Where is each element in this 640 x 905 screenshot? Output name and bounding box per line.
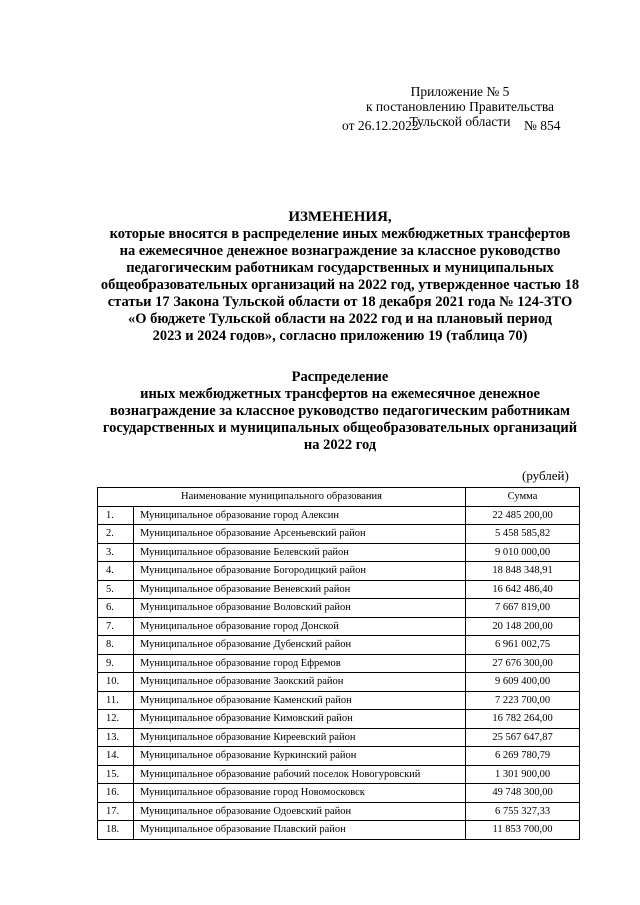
heading-line: статьи 17 Закона Тульской области от 18 декабря 2021 года № 124-ЗТО <box>107 294 573 310</box>
row-number: 16. <box>98 784 134 803</box>
table-row <box>98 525 580 544</box>
document-heading <box>60 209 620 345</box>
header-sum: Сумма <box>466 488 580 507</box>
heading-line: «О бюджете Тульской области на 2022 год и на плановый период <box>127 311 553 327</box>
municipality-name: Муниципальное образование Куркинский район <box>134 747 466 766</box>
distribution-table <box>97 487 580 840</box>
subheading-line: иных межбюджетных трансфертов на ежемесячное денежное <box>140 386 540 402</box>
row-number: 5. <box>98 580 134 599</box>
table-row <box>98 599 580 618</box>
table-row <box>98 673 580 692</box>
table-row <box>98 691 580 710</box>
table-row <box>98 765 580 784</box>
table-row <box>98 654 580 673</box>
appendix-line: Тульской области <box>409 114 511 129</box>
row-number: 9. <box>98 654 134 673</box>
municipality-name: Муниципальное образование город Донской <box>134 617 466 636</box>
table-row <box>98 580 580 599</box>
amount: 16 642 486,40 <box>466 580 580 599</box>
heading-line: 2023 и 2024 годов», согласно приложению 19 (таблица 70) <box>152 328 528 344</box>
subheading-line: вознаграждение за классное руководство педагогическим работникам <box>109 403 571 419</box>
municipality-name: Муниципальное образование город Алексин <box>134 506 466 525</box>
municipality-name: Муниципальное образование Заокский район <box>134 673 466 692</box>
amount: 25 567 647,87 <box>466 728 580 747</box>
row-number: 10. <box>98 673 134 692</box>
row-number: 13. <box>98 728 134 747</box>
row-number: 4. <box>98 562 134 581</box>
row-number: 17. <box>98 802 134 821</box>
heading-line: педагогическим работникам государственных и муниципальных <box>126 260 554 276</box>
amount: 6 755 327,33 <box>466 802 580 821</box>
amount: 20 148 200,00 <box>466 617 580 636</box>
subheading-line: Распределение <box>291 369 389 385</box>
row-number: 7. <box>98 617 134 636</box>
row-number: 12. <box>98 710 134 729</box>
amount: 7 223 700,00 <box>466 691 580 710</box>
appendix-line: Приложение № 5 <box>410 84 510 99</box>
municipality-name: Муниципальное образование город Новомосковск <box>134 784 466 803</box>
currency-unit: (рублей) <box>522 468 569 483</box>
amount: 9 010 000,00 <box>466 543 580 562</box>
municipality-name: Муниципальное образование Одоевский район <box>134 802 466 821</box>
subheading-line: на 2022 год <box>303 437 377 453</box>
appendix-line: к постановлению Правительства <box>365 99 555 114</box>
table-header-row <box>98 488 580 507</box>
amount: 27 676 300,00 <box>466 654 580 673</box>
table-row <box>98 562 580 581</box>
municipality-name: Муниципальное образование город Ефремов <box>134 654 466 673</box>
row-number: 2. <box>98 525 134 544</box>
municipality-name: Муниципальное образование Богородицкий район <box>134 562 466 581</box>
row-number: 15. <box>98 765 134 784</box>
amount: 22 485 200,00 <box>466 506 580 525</box>
table-row <box>98 636 580 655</box>
municipality-name: Муниципальное образование Арсеньевский район <box>134 525 466 544</box>
amount: 11 853 700,00 <box>466 821 580 840</box>
table-row <box>98 543 580 562</box>
heading-line: на ежемесячное денежное вознаграждение за классное руководство <box>119 243 561 259</box>
table-row <box>98 784 580 803</box>
table-row <box>98 821 580 840</box>
municipality-name: Муниципальное образование Белевский район <box>134 543 466 562</box>
decree-number: № 854 <box>524 118 561 133</box>
amount: 49 748 300,00 <box>466 784 580 803</box>
table-row <box>98 728 580 747</box>
amount: 18 848 348,91 <box>466 562 580 581</box>
document-title: ИЗМЕНЕНИЯ, <box>288 209 392 225</box>
decree-date: от 26.12.2022 <box>342 118 419 133</box>
municipality-name: Муниципальное образование Кимовский район <box>134 710 466 729</box>
heading-line: общеобразовательных организаций на 2022 год, утвержденное частью 18 <box>100 277 580 293</box>
row-number: 11. <box>98 691 134 710</box>
amount: 1 301 900,00 <box>466 765 580 784</box>
row-number: 1. <box>98 506 134 525</box>
amount: 6 961 002,75 <box>466 636 580 655</box>
municipality-name: Муниципальное образование Веневский район <box>134 580 466 599</box>
row-number: 6. <box>98 599 134 618</box>
subheading-line: государственных и муниципальных общеобразовательных организаций <box>102 420 578 436</box>
municipality-name: Муниципальное образование Плавский район <box>134 821 466 840</box>
distribution-heading <box>60 369 620 454</box>
table-row <box>98 506 580 525</box>
amount: 7 667 819,00 <box>466 599 580 618</box>
table-row <box>98 747 580 766</box>
row-number: 14. <box>98 747 134 766</box>
header-name: Наименование муниципального образования <box>98 488 466 507</box>
municipality-name: Муниципальное образование рабочий поселок Новогуровский <box>134 765 466 784</box>
amount: 16 782 264,00 <box>466 710 580 729</box>
amount: 5 458 585,82 <box>466 525 580 544</box>
table-row <box>98 617 580 636</box>
amount: 9 609 400,00 <box>466 673 580 692</box>
table-row <box>98 710 580 729</box>
municipality-name: Муниципальное образование Каменский район <box>134 691 466 710</box>
row-number: 18. <box>98 821 134 840</box>
heading-line: которые вносятся в распределение иных межбюджетных трансфертов <box>109 226 571 242</box>
amount: 6 269 780,79 <box>466 747 580 766</box>
row-number: 3. <box>98 543 134 562</box>
municipality-name: Муниципальное образование Дубенский район <box>134 636 466 655</box>
municipality-name: Муниципальное образование Воловский район <box>134 599 466 618</box>
table-row <box>98 802 580 821</box>
municipality-name: Муниципальное образование Киреевский район <box>134 728 466 747</box>
row-number: 8. <box>98 636 134 655</box>
